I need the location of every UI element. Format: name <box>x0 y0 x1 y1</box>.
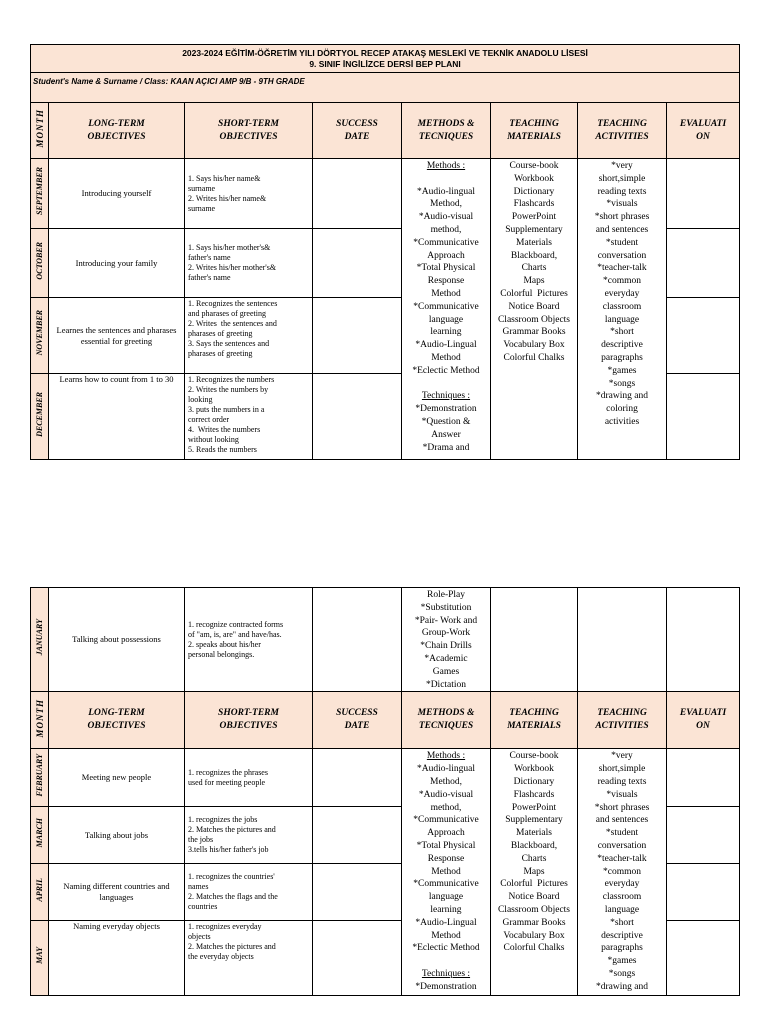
text-line: descriptive <box>601 930 643 941</box>
text-line: Colorful Pictures <box>500 879 568 890</box>
text-line: *Audio-visual <box>418 212 474 223</box>
text-line: without looking <box>188 435 239 444</box>
text-line: Method, <box>430 199 462 210</box>
text-line: descriptive <box>601 340 643 351</box>
short-term-cell <box>185 229 313 298</box>
success-date-cell <box>313 588 402 692</box>
text-line: the jobs <box>188 835 214 845</box>
text-line: *Demonstration <box>415 404 477 415</box>
activities-header: TEACHING ACTIVITIES <box>578 103 667 159</box>
text-line: *Communicative <box>413 815 479 826</box>
text-line: *Academic <box>424 653 468 664</box>
text-line: Method <box>431 930 461 941</box>
text-line: pharases of greeting <box>188 349 253 358</box>
text-line: *teacher-talk <box>597 263 647 274</box>
text-line: Method <box>431 288 461 299</box>
success-date-cell <box>313 229 402 298</box>
text-line: method, <box>430 224 462 235</box>
text-line: learning <box>430 904 462 915</box>
text-line: *Audio-visual <box>418 789 474 800</box>
text-line: Answer <box>431 429 461 440</box>
text-line: *very <box>611 161 633 171</box>
month-header: MONTH <box>31 103 49 159</box>
text-line: paragraphs <box>601 943 643 954</box>
text-line: Group-Work <box>421 628 471 639</box>
text-line: *short <box>610 917 634 928</box>
text-line: 1. recognizes everyday <box>188 922 262 932</box>
short-term-cell <box>185 588 313 692</box>
text-line: method, <box>430 802 462 813</box>
text-line: *Question & <box>421 416 471 427</box>
text-line <box>404 173 488 186</box>
success-date-cell <box>313 749 402 807</box>
document-title <box>31 45 740 73</box>
text-line: 2. Writes his/her mother's& <box>188 263 277 272</box>
plan-table-1 <box>30 44 740 460</box>
text-line: *Chain Drills <box>420 641 472 652</box>
text-line: reading texts <box>597 776 647 787</box>
text-line: *student <box>605 237 639 248</box>
text-line: correct order <box>188 415 230 424</box>
text-line: Materials <box>516 828 552 839</box>
success-date-cell <box>313 298 402 374</box>
month-cell: JANUARY <box>31 588 49 692</box>
text-line: *Communicative <box>413 879 479 890</box>
text-line: 1. recognizes the countries' <box>188 872 275 882</box>
success-date-cell <box>313 807 402 864</box>
text-line: *short phrases <box>594 212 650 223</box>
text-line: surname <box>188 203 216 213</box>
text-line: language <box>604 314 640 325</box>
long-term-cell: Talking about possessions <box>49 588 185 692</box>
text-line: *student <box>605 828 639 839</box>
table-row <box>31 588 740 692</box>
text-line: *Audio-lingual <box>416 186 476 197</box>
activities-header: TEACHING ACTIVITIES <box>578 692 667 749</box>
text-line: Approach <box>427 828 465 839</box>
materials-header: TEACHING MATERIALS <box>491 692 578 749</box>
text-line: *Demonstration <box>415 981 477 992</box>
short-term-cell <box>185 749 313 807</box>
short-term-cell <box>185 864 313 921</box>
activities-cell <box>578 749 667 996</box>
text-line: everyday <box>604 288 640 299</box>
text-line: conversation <box>597 840 647 851</box>
text-line: reading texts <box>597 186 647 197</box>
text-line: Notice Board <box>508 301 560 312</box>
short-term-cell <box>185 159 313 229</box>
text-line: 1. recognizes the jobs <box>188 815 258 825</box>
month-cell: MAY <box>31 921 49 996</box>
activities-cell <box>578 588 667 692</box>
text-line: *games <box>607 365 637 376</box>
text-line: *Substitution <box>420 602 472 613</box>
text-line: 1. Recognizes the numbers <box>188 375 275 384</box>
student-info: Student's Name & Surname / Class: KAAN AÇICI AMP 9/B - 9TH GRADE <box>31 73 740 103</box>
text-line: father's name <box>188 273 231 282</box>
long-term-header: LONG-TERM OBJECTIVES <box>49 692 185 749</box>
text-line: classroom <box>602 301 642 312</box>
text-line: Workbook <box>514 173 554 184</box>
text-line: Maps <box>523 866 545 877</box>
text-line: of "am, is, are" and have/has. <box>188 629 282 639</box>
methods-cell <box>402 159 491 460</box>
text-line: Method <box>431 352 461 363</box>
text-line: Response <box>427 276 465 287</box>
techniques-heading: Techniques : <box>421 391 471 402</box>
short-term-cell <box>185 374 313 460</box>
text-line: *Communicative <box>413 237 479 248</box>
long-term-cell: Learnes the sentences and pharases essential for greeting <box>49 298 185 374</box>
text-line: Notice Board <box>508 892 560 903</box>
text-line: language <box>604 904 640 915</box>
text-line: looking <box>188 395 213 404</box>
long-term-cell: Naming everyday objects <box>49 921 185 996</box>
text-line: 2. speaks about his/her <box>188 639 261 649</box>
text-line: Course-book <box>509 161 559 171</box>
methods-heading: Methods : <box>426 161 466 171</box>
text-line: *Total Physical <box>416 263 476 274</box>
evaluation-cell <box>667 159 740 229</box>
month-cell: NOVEMBER <box>31 298 49 374</box>
text-line: personal belongings. <box>188 649 255 659</box>
text-line: *Dictation <box>425 679 467 690</box>
title-line-1: 2023-2024 EĞİTİM-ÖĞRETİM YILI DÖRTYOL RECEP ATAKAŞ MESLEKİ VE TEKNİK ANADOLU LİSESİ <box>182 47 588 58</box>
text-line: Colorful Pictures <box>500 288 568 299</box>
text-line: 2. Writes the sentences and <box>188 319 277 328</box>
month-cell: APRIL <box>31 864 49 921</box>
text-line: Vocabulary Box <box>503 930 565 941</box>
evaluation-cell <box>667 807 740 864</box>
short-term-cell <box>185 921 313 996</box>
success-date-header: SUCCESS DATE <box>313 103 402 159</box>
text-line: Grammar Books <box>502 917 566 928</box>
text-line: 1. Says his/her mother's& <box>188 243 271 252</box>
text-line: 5. Reads the numbers <box>188 445 257 454</box>
text-line: *Audio-Lingual <box>415 917 477 928</box>
text-line: *Communicative <box>413 301 479 312</box>
text-line: Role-Play <box>427 590 465 600</box>
long-term-cell: Naming different countries and languages <box>49 864 185 921</box>
month-cell: FEBRUARY <box>31 749 49 807</box>
text-line: the everyday objects <box>188 952 254 962</box>
text-line <box>404 955 488 968</box>
text-line: Games <box>432 666 460 677</box>
text-line: Approach <box>427 250 465 261</box>
month-cell: OCTOBER <box>31 229 49 298</box>
text-line: father's name <box>188 253 231 262</box>
text-line <box>404 378 488 391</box>
text-line: and sentences <box>595 224 649 235</box>
techniques-heading: Techniques : <box>421 968 471 979</box>
text-line: Dictionary <box>513 776 555 787</box>
text-line: surname <box>188 183 216 193</box>
long-term-header: LONG-TERM OBJECTIVES <box>49 103 185 159</box>
text-line: short,simple <box>598 764 646 775</box>
text-line: Flashcards <box>513 199 555 210</box>
text-line: Materials <box>516 237 552 248</box>
text-line: and sentences <box>595 815 649 826</box>
text-line: coloring <box>606 404 638 415</box>
text-line: *short <box>610 327 634 338</box>
text-line: 2. Matches the pictures and <box>188 942 276 952</box>
success-date-cell <box>313 159 402 229</box>
evaluation-cell <box>667 749 740 807</box>
text-line: Dictionary <box>513 186 555 197</box>
evaluation-header: EVALUATI ON <box>667 692 740 749</box>
text-line: 1. recognize contracted forms <box>188 619 284 629</box>
text-line: used for meeting people <box>188 777 266 787</box>
short-term-header: SHORT-TERM OBJECTIVES <box>185 103 313 159</box>
long-term-cell: Meeting new people <box>49 749 185 807</box>
methods-heading: Methods : <box>426 751 466 762</box>
methods-header: METHODS & TECNIQUES <box>402 103 491 159</box>
text-line: conversation <box>597 250 647 261</box>
materials-cell <box>491 749 578 996</box>
long-term-cell: Talking about jobs <box>49 807 185 864</box>
text-line: 1. Recognizes the sentences <box>188 299 278 308</box>
text-line: *songs <box>608 968 636 979</box>
text-line: *Audio-lingual <box>416 764 476 775</box>
text-line: Grammar Books <box>502 327 566 338</box>
success-date-cell <box>313 374 402 460</box>
evaluation-header: EVALUATI ON <box>667 103 740 159</box>
text-line: 3. puts the numbers in a <box>188 405 265 414</box>
text-line: PowerPoint <box>511 802 557 813</box>
text-line: language <box>428 314 464 325</box>
text-line: *very <box>611 751 633 762</box>
month-cell: DECEMBER <box>31 374 49 460</box>
long-term-cell: Introducing your family <box>49 229 185 298</box>
text-line: classroom <box>602 892 642 903</box>
text-line: *Pair- Work and <box>414 615 478 626</box>
methods-cell <box>402 749 491 996</box>
short-term-header: SHORT-TERM OBJECTIVES <box>185 692 313 749</box>
text-line: *Eclectic Method <box>412 365 480 376</box>
text-line: 2. Writes his/her name& <box>188 193 267 203</box>
text-line: Maps <box>523 276 545 287</box>
evaluation-cell <box>667 298 740 374</box>
text-line: 1. Says his/her name& <box>188 173 261 183</box>
text-line: Flashcards <box>513 789 555 800</box>
text-line: *Total Physical <box>416 840 476 851</box>
plan-table-2 <box>30 587 740 996</box>
text-line: Response <box>427 853 465 864</box>
text-line: *songs <box>608 378 636 389</box>
text-line: *drawing and <box>596 391 648 402</box>
text-line: *Audio-Lingual <box>415 340 477 351</box>
text-line: Method, <box>430 776 462 787</box>
text-line: 1. recognizes the phrases <box>188 767 268 777</box>
text-line: *Eclectic Method <box>412 943 480 954</box>
text-line: 2. Matches the flags and the <box>188 892 278 902</box>
text-line: short,simple <box>598 173 646 184</box>
success-date-cell <box>313 921 402 996</box>
text-line: Method <box>431 866 461 877</box>
text-line: Colorful Chalks <box>503 352 565 363</box>
text-line: *common <box>603 276 641 287</box>
text-line: Classroom Objects <box>497 904 571 915</box>
materials-header: TEACHING MATERIALS <box>491 103 578 159</box>
text-line: Charts <box>521 853 547 864</box>
text-line: *drawing and <box>596 981 648 992</box>
text-line: 2. Writes the numbers by <box>188 385 269 394</box>
text-line: activities <box>604 416 640 427</box>
table-row <box>31 159 740 229</box>
table-row <box>31 749 740 807</box>
text-line: Supplementary <box>505 815 563 826</box>
text-line: Supplementary <box>505 224 563 235</box>
evaluation-cell <box>667 374 740 460</box>
evaluation-cell <box>667 588 740 692</box>
month-cell: MARCH <box>31 807 49 864</box>
text-line: *visuals <box>606 199 638 210</box>
text-line: 2. Matches the pictures and <box>188 825 276 835</box>
text-line: *teacher-talk <box>597 853 647 864</box>
text-line: names <box>188 882 209 892</box>
month-header: MONTH <box>31 692 49 749</box>
text-line: Blackboard, <box>510 250 558 261</box>
text-line: PowerPoint <box>511 212 557 223</box>
text-line: countries <box>188 902 218 912</box>
text-line: Workbook <box>514 764 554 775</box>
text-line: objects <box>188 932 211 942</box>
text-line: learning <box>430 327 462 338</box>
text-line: Colorful Chalks <box>503 943 565 954</box>
text-line: *visuals <box>606 789 638 800</box>
text-line: language <box>428 892 464 903</box>
evaluation-cell <box>667 864 740 921</box>
materials-cell <box>491 159 578 460</box>
month-cell: SEPTEMBER <box>31 159 49 229</box>
activities-cell <box>578 159 667 460</box>
text-line: Vocabulary Box <box>503 340 565 351</box>
text-line: 3. Says the sentences and <box>188 339 270 348</box>
text-line: pharases of greeting <box>188 329 253 338</box>
text-line: *short phrases <box>594 802 650 813</box>
text-line: everyday <box>604 879 640 890</box>
success-date-header: SUCCESS DATE <box>313 692 402 749</box>
methods-header: METHODS & TECNIQUES <box>402 692 491 749</box>
text-line: 3.tells his/her father's job <box>188 845 269 855</box>
text-line: paragraphs <box>601 352 643 363</box>
methods-continued-cell <box>402 588 491 692</box>
text-line: *common <box>603 866 641 877</box>
text-line: Blackboard, <box>510 840 558 851</box>
text-line: Course-book <box>509 751 559 762</box>
long-term-cell: Introducing yourself <box>49 159 185 229</box>
success-date-cell <box>313 864 402 921</box>
long-term-cell: Learns how to count from 1 to 30 <box>49 374 185 460</box>
title-line-2: 9. SINIF İNGİLİZCE DERSİ BEP PLANI <box>309 58 461 69</box>
text-line: and pharases of greeting <box>188 309 266 318</box>
text-line: *Drama and <box>422 442 470 453</box>
text-line: Charts <box>521 263 547 274</box>
text-line: Classroom Objects <box>497 314 571 325</box>
materials-cell <box>491 588 578 692</box>
text-line: *games <box>607 956 637 967</box>
short-term-cell <box>185 298 313 374</box>
evaluation-cell <box>667 229 740 298</box>
text-line: 4. Writes the numbers <box>188 425 261 434</box>
evaluation-cell <box>667 921 740 996</box>
short-term-cell <box>185 807 313 864</box>
